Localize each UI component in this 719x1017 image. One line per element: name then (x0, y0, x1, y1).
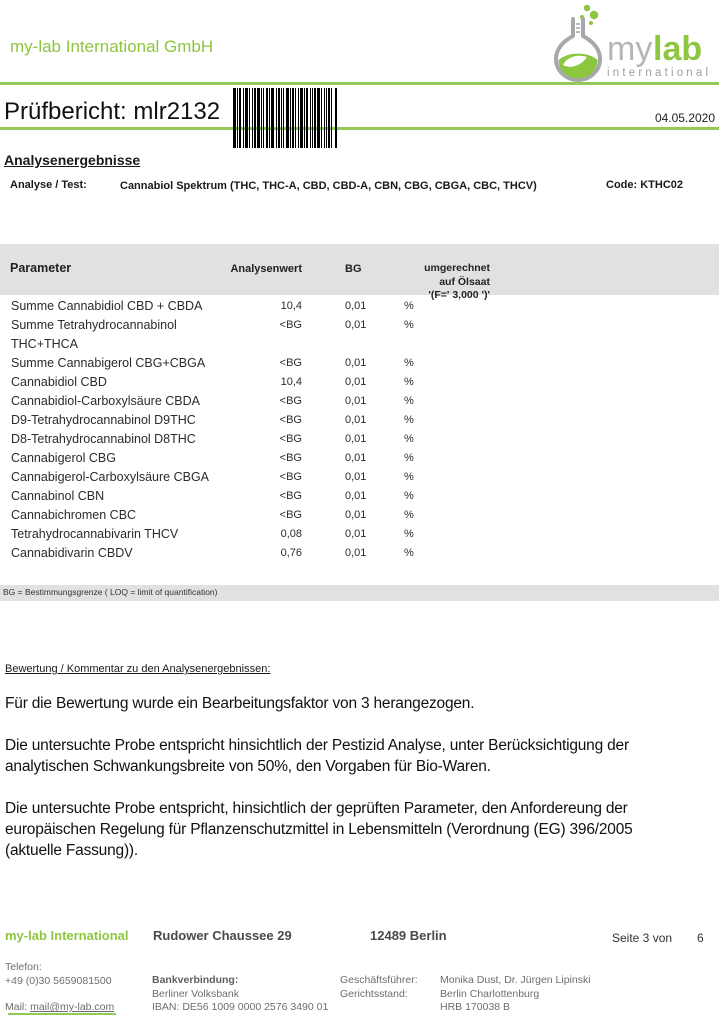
table-row (0, 354, 719, 373)
footer-street: Rudower Chaussee 29 (153, 928, 292, 943)
footer-company: my-lab International (5, 928, 129, 943)
cell-val: 10,4 (280, 300, 302, 312)
cell-val: <BG (279, 319, 302, 331)
footer-bank-block (152, 974, 328, 1015)
cell-val: <BG (279, 414, 302, 426)
cell-unit: % (404, 547, 414, 559)
phone-label: Telefon: (5, 961, 42, 973)
cell-unit: % (404, 357, 414, 369)
court-value: Berlin Charlottenburg (440, 987, 540, 1000)
table-row (0, 468, 719, 487)
phone-number: +49 (0)30 5659081500 (5, 974, 112, 987)
section-title-analysenergebnisse: Analysenergebnisse (4, 152, 141, 168)
comment-paragraph: Die untersuchte Probe entspricht hinsichtlich der Pestizid Analyse, unter Berücksichtigung der analytischen Schwankungsbreite von 50%, den Vorgaben für Bio-Waren. (5, 737, 629, 775)
umgerechnet-line2: auf Ölsaat (439, 275, 490, 288)
cell-val: <BG (279, 490, 302, 502)
cell-param: Cannabinol CBN (11, 489, 105, 503)
comments-heading: Bewertung / Kommentar zu den Analysenergebnissen: (5, 663, 271, 675)
cell-unit: % (404, 433, 414, 445)
cell-val: 0,76 (280, 547, 302, 559)
mail-label: Mail: (5, 1001, 31, 1013)
mail-link[interactable]: mail@my-lab.com (30, 1001, 115, 1013)
cell-unit: % (404, 395, 414, 407)
cell-unit: % (404, 300, 414, 312)
cell-unit: % (404, 376, 414, 388)
cell-unit: % (404, 319, 414, 331)
column-header-bg: BG (345, 263, 362, 275)
cell-param: Cannabidiol CBD (11, 375, 107, 389)
title-divider-line (0, 127, 719, 130)
footer-legal-values (440, 974, 591, 1015)
cell-param: Summe Cannabigerol CBG+CBGA (11, 356, 206, 370)
hrb-number: HRB 170038 B (440, 1001, 511, 1013)
cell-bg: 0,01 (345, 357, 367, 369)
table-row (0, 544, 719, 563)
table-row (0, 430, 719, 449)
table-row (0, 411, 719, 430)
table-row (0, 449, 719, 468)
table-row (0, 297, 719, 316)
cell-param: Cannabichromen CBC (11, 508, 137, 522)
table-row (0, 487, 719, 506)
page-indicator: Seite 3 von (612, 931, 673, 945)
cell-param: D9-Tetrahydrocannabinol D9THC (11, 413, 196, 427)
cell-param: Tetrahydrocannabivarin THCV (11, 527, 179, 541)
logo-text-lab: lab (653, 30, 703, 68)
umgerechnet-line3: '(F=' 3,000 ')' (428, 289, 490, 301)
test-value: Cannabiol Spektrum (THC, THC-A, CBD, CBD-A, CBN, CBG, CBGA, CBC, THCV) (120, 180, 537, 192)
cell-param: Cannabigerol-Carboxylsäure CBGA (11, 470, 210, 484)
bank-label: Bankverbindung: (152, 974, 239, 986)
cell-unit: % (404, 490, 414, 502)
table-row (0, 506, 719, 525)
footer-city: 12489 Berlin (370, 928, 447, 943)
cell-bg: 0,01 (345, 509, 367, 521)
cell-unit: % (404, 509, 414, 521)
cell-bg: 0,01 (345, 471, 367, 483)
cell-val: <BG (279, 433, 302, 445)
cell-val: <BG (279, 452, 302, 464)
footer-legal-labels (340, 974, 418, 1001)
cell-bg: 0,01 (345, 376, 367, 388)
manager-value: Monika Dust, Dr. Jürgen Lipinski (440, 974, 591, 986)
header-divider-line (0, 82, 719, 85)
report-title: Prüfbericht: mlr2132 (4, 98, 221, 125)
iban: IBAN: DE56 1009 0000 2576 3490 01 (152, 1001, 329, 1013)
cell-param: Cannabidivarin CBDV (11, 546, 133, 560)
umgerechnet-line1: umgerechnet (424, 262, 490, 274)
table-row (0, 373, 719, 392)
test-code: Code: KTHC02 (606, 179, 684, 191)
cell-param: Cannabidiol-Carboxylsäure CBDA (11, 394, 200, 408)
table-row (0, 392, 719, 411)
page-total: 6 (697, 931, 704, 945)
cell-unit: % (404, 414, 414, 426)
comments-paragraphs (5, 693, 675, 861)
table-footnote: BG = Bestimmungsgrenze ( LOQ = limit of quantification) (3, 587, 218, 597)
column-header-analysenwert: Analysenwert (230, 263, 302, 275)
cell-param: Summe Cannabidiol CBD + CBDA (11, 299, 203, 313)
cell-bg: 0,01 (345, 547, 367, 559)
test-label: Analyse / Test: (10, 179, 87, 191)
cell-bg: 0,01 (345, 300, 367, 312)
comment-paragraph: Die untersuchte Probe entspricht, hinsichtlich der geprüften Parameter, den Anfordereung der europäischen Regelung für Pflanzenschutzmittel in Lebensmitteln (Verordnung (EG) 396/2005 (aktuelle Fassung)). (5, 800, 633, 859)
cell-bg: 0,01 (345, 319, 367, 331)
results-table-body (0, 297, 719, 563)
mylab-logo-icon (541, 2, 717, 82)
cell-bg: 0,01 (345, 528, 367, 540)
cell-unit: % (404, 452, 414, 464)
bank-name: Berliner Volksbank (152, 987, 239, 1000)
barcode (233, 88, 355, 148)
cell-param: Cannabigerol CBG (11, 451, 116, 465)
manager-label: Geschäftsführer: (340, 974, 418, 986)
table-row (0, 525, 719, 544)
cell-unit: % (404, 528, 414, 540)
table-row (0, 316, 719, 354)
cell-val: <BG (279, 509, 302, 521)
logo-text-international: international (607, 67, 712, 79)
cell-val: <BG (279, 395, 302, 407)
cell-val: <BG (279, 471, 302, 483)
footer-contact-block (5, 961, 114, 1015)
bottom-edge-line (8, 1013, 116, 1015)
cell-param: Summe Tetrahydrocannabinol THC+THCA (11, 318, 177, 351)
comments-section (5, 663, 675, 882)
cell-val: 10,4 (280, 376, 302, 388)
logo-text-my: my (607, 30, 653, 68)
cell-unit: % (404, 471, 414, 483)
cell-bg: 0,01 (345, 395, 367, 407)
cell-val: <BG (279, 357, 302, 369)
column-header-parameter: Parameter (10, 261, 72, 275)
cell-bg: 0,01 (345, 433, 367, 445)
cell-bg: 0,01 (345, 490, 367, 502)
cell-param: D8-Tetrahydrocannabinol D8THC (11, 432, 196, 446)
cell-val: 0,08 (280, 528, 302, 540)
comment-paragraph: Für die Bewertung wurde ein Bearbeitungsfaktor von 3 herangezogen. (5, 695, 475, 712)
cell-bg: 0,01 (345, 452, 367, 464)
court-label: Gerichtsstand: (340, 987, 408, 1000)
cell-bg: 0,01 (345, 414, 367, 426)
company-header: my-lab International GmbH (10, 37, 214, 56)
report-date: 04.05.2020 (654, 111, 715, 125)
